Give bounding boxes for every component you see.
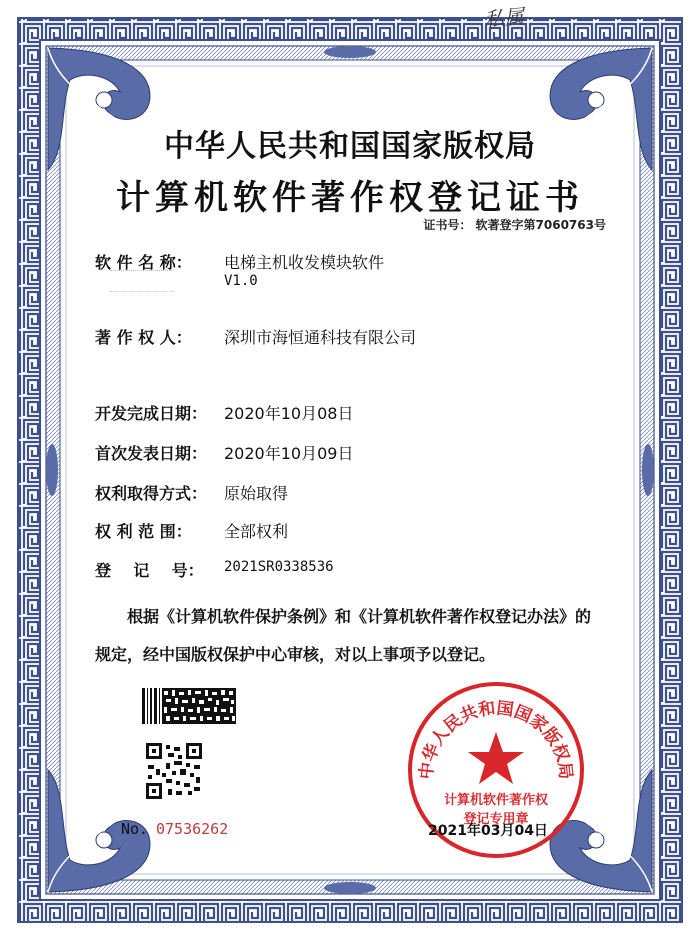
- first-publication-date-value: 2020年10月09日: [224, 444, 354, 463]
- first-publication-date-label: 首次发表日期：: [95, 444, 208, 463]
- software-name-value: 电梯主机收发模块软件: [224, 253, 385, 272]
- seal-line-1: 计算机软件著作权: [443, 793, 549, 808]
- issuer-name: 中华人民共和国国家版权局: [164, 129, 536, 164]
- handwritten-mark: 私属: [483, 3, 526, 33]
- copyright-holder-label: 著 作 权 人：: [95, 328, 192, 347]
- copyright-holder-value: 深圳市海恒通科技有限公司: [224, 328, 417, 347]
- barcode: [142, 688, 238, 724]
- faint-smudge: [110, 270, 174, 292]
- statement-line-2: 规定，经中国版权保护中心审核，对以上事项予以登记。: [95, 645, 496, 664]
- issue-date: 2021年03月04日: [428, 823, 548, 839]
- software-version: V1.0: [224, 273, 258, 289]
- seal-star-icon: [468, 732, 524, 784]
- qr-code: [146, 743, 202, 799]
- serial-number-label: No.: [121, 820, 149, 838]
- completion-date-label: 开发完成日期：: [95, 404, 208, 423]
- software-name-label: 软 件 名 称：: [95, 253, 192, 272]
- rights-scope-label: 权 利 范 围：: [95, 522, 192, 541]
- statement-line-1: 根据《计算机软件保护条例》和《计算机软件著作权登记办法》的: [127, 607, 592, 626]
- acquisition-method-label: 权利取得方式：: [95, 484, 208, 503]
- registration-number-value: 2021SR0338536: [224, 559, 334, 575]
- registration-number-label: 登 记 号：: [95, 561, 204, 580]
- seal-arc-text: 中华人民共和国国家版权局: [416, 698, 576, 781]
- acquisition-method-value: 原始取得: [224, 484, 289, 503]
- seal-line-2: 登记专用章: [463, 812, 529, 827]
- rights-scope-value: 全部权利: [224, 522, 289, 541]
- serial-number-value: 07536262: [156, 820, 229, 838]
- completion-date-value: 2020年10月08日: [224, 404, 354, 423]
- certificate-title: 计算机软件著作权登记证书: [116, 178, 584, 218]
- certificate-number: 证书号： 软著登字第7060763号: [423, 218, 606, 232]
